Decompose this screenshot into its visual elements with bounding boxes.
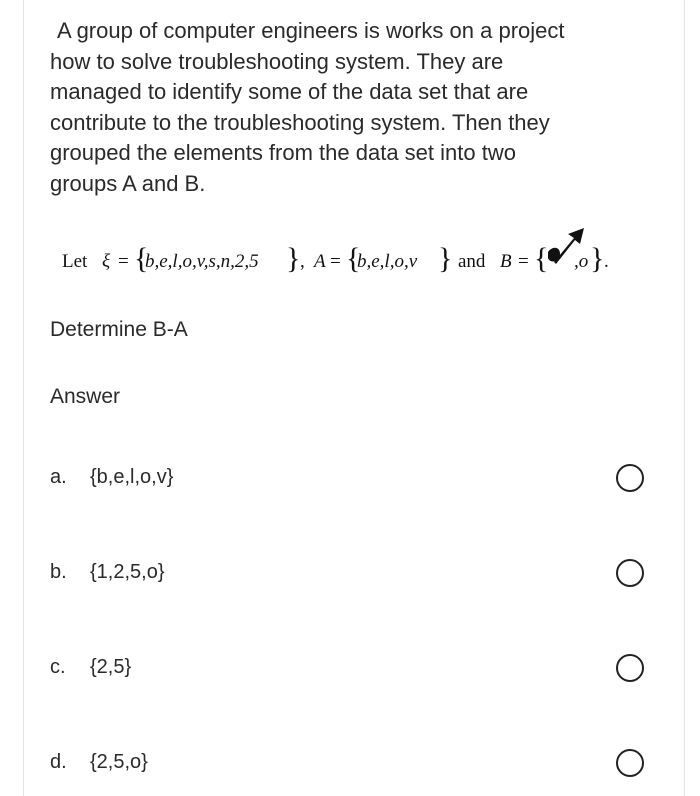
equals-sign: =: [330, 251, 341, 272]
question-line: A group of computer engineers is works on a project: [57, 18, 565, 43]
set-a-elements: b,e,l,o,v: [357, 251, 418, 272]
option-c[interactable]: [50, 650, 660, 690]
option-value: {2,5,o}: [90, 751, 148, 773]
option-value: {1,2,5,o}: [90, 561, 165, 583]
open-brace: {: [134, 242, 149, 275]
question-line: how to solve troubleshooting system. They are: [50, 48, 504, 74]
option-value: {2,5}: [90, 656, 132, 678]
question-line: contribute to the troubleshooting system. Then they: [50, 109, 550, 135]
radio-button[interactable]: [616, 654, 644, 682]
radio-button[interactable]: [616, 464, 644, 492]
answer-label: Answer: [50, 385, 121, 408]
and-label: and: [458, 251, 486, 272]
option-a[interactable]: [50, 460, 660, 500]
option-letter: b.: [50, 561, 67, 583]
radio-button[interactable]: [616, 559, 644, 587]
question-text: [50, 16, 640, 199]
period: .: [604, 251, 609, 272]
close-brace: }: [286, 242, 301, 275]
question-line: grouped the elements from the data set into two: [50, 140, 516, 165]
let-label: Let: [62, 251, 88, 272]
open-brace: {: [346, 242, 361, 275]
option-value: {b,e,l,o,v}: [90, 466, 174, 488]
option-b[interactable]: [50, 555, 660, 595]
universal-set-elements: b,e,l,o,v,s,n,2,5: [145, 251, 259, 272]
set-b-visible-elements: ,o: [574, 251, 589, 272]
question-line: groups A and B.: [50, 170, 206, 196]
prompt-text: Determine B-A: [50, 318, 188, 341]
set-a-name: A: [314, 251, 326, 272]
set-definitions: [62, 242, 662, 292]
open-brace: {: [534, 242, 549, 275]
option-letter: a.: [50, 466, 67, 488]
option-d[interactable]: [50, 745, 660, 785]
option-letter: c.: [50, 656, 66, 678]
universal-set-symbol: ξ: [102, 251, 111, 272]
option-letter: d.: [50, 751, 67, 773]
comma: ,: [300, 251, 305, 272]
set-b-name: B: [500, 251, 512, 272]
question-line: managed to identify some of the data set that are: [50, 79, 529, 104]
equals-sign: =: [118, 251, 129, 272]
close-brace: }: [438, 242, 453, 275]
close-brace: }: [590, 242, 605, 275]
equals-sign: =: [518, 251, 529, 272]
radio-button[interactable]: [616, 749, 644, 777]
